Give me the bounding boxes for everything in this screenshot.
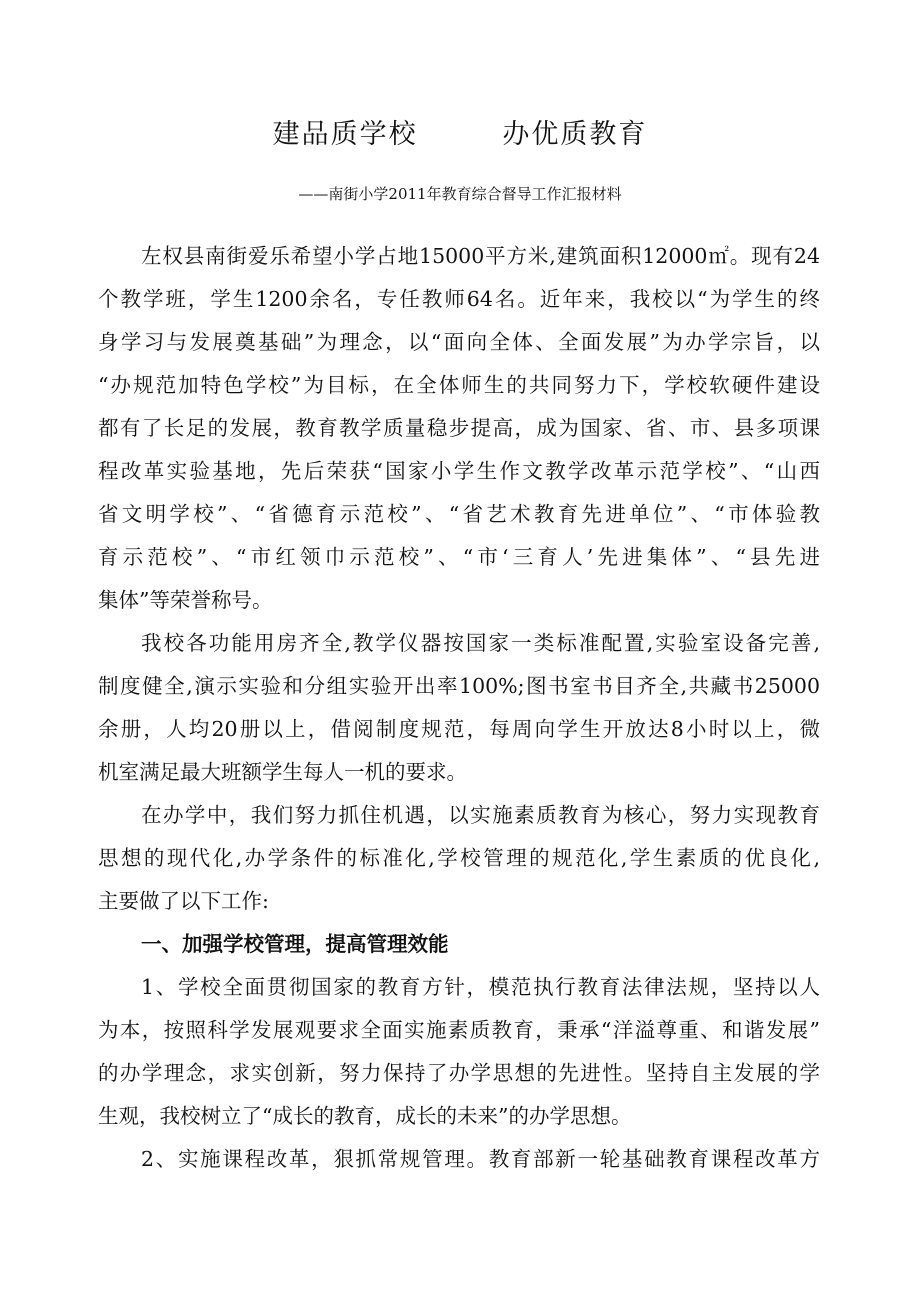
body-line: 程改革实验基地，先后荣获“国家小学生作文教学改革示范学校”、“山西: [98, 459, 820, 483]
body-line: “办规范加特色学校”为目标，在全体师生的共同努力下，学校软硬件建设: [98, 373, 820, 397]
body-line: 主要做了以下工作:: [98, 889, 269, 913]
body-line: 育示范校”、“市红领巾示范校”、“市‘三育人’先进集体”、“县先进: [98, 545, 820, 569]
body-line: 思想的现代化,办学条件的标准化,学校管理的规范化,学生素质的优良化,: [98, 846, 820, 870]
body-line: 生观，我校树立了“成长的教育，成长的未来”的办学思想。: [98, 1104, 632, 1128]
body-line: 余册，人均20册以上，借阅制度规范，每周向学生开放达8小时以上，微: [98, 717, 820, 741]
body-line: 省文明学校”、“省德育示范校”、“省艺术教育先进单位”、“市体验教: [98, 502, 820, 526]
document-title: 建品质学校 办优质教育: [272, 119, 648, 150]
section-heading: 一、加强学校管理，提高管理效能: [141, 932, 449, 956]
body-line: 集体”等荣誉称号。: [98, 588, 273, 612]
body-line: 1、学校全面贯彻国家的教育方针，模范执行教育法律法规，坚持以人: [141, 975, 820, 999]
body-line: 我校各功能用房齐全,教学仪器按国家一类标准配置,实验室设备完善,: [141, 631, 820, 655]
document-subtitle: ——南街小学2011年教育综合督导工作汇报材料: [298, 185, 622, 203]
body-line: 的办学理念，求实创新，努力保持了办学思想的先进性。坚持自主发展的学: [98, 1061, 820, 1085]
body-line: 制度健全,演示实验和分组实验开出率100%;图书室书目齐全,共藏书25000: [98, 674, 820, 698]
body-line: 为本，按照科学发展观要求全面实施素质教育，秉承“洋溢尊重、和谐发展”: [98, 1018, 820, 1042]
body-line: 都有了长足的发展，教育教学质量稳步提高，成为国家、省、市、县多项课: [98, 416, 820, 440]
body-line: 个教学班，学生1200余名，专任教师64名。近年来，我校以“为学生的终: [98, 287, 820, 311]
body-line: 身学习与发展奠基础”为理念，以“面向全体、全面发展”为办学宗旨，以: [98, 330, 820, 354]
body-line: 在办学中，我们努力抓住机遇，以实施素质教育为核心，努力实现教育: [141, 803, 820, 827]
body-line: 机室满足最大班额学生每人一机的要求。: [98, 760, 467, 784]
body-line: 2、实施课程改革，狠抓常规管理。教育部新一轮基础教育课程改革方: [141, 1147, 820, 1171]
body-line: 左权县南街爱乐希望小学占地15000平方米,建筑面积12000㎡。现有24: [141, 244, 820, 268]
